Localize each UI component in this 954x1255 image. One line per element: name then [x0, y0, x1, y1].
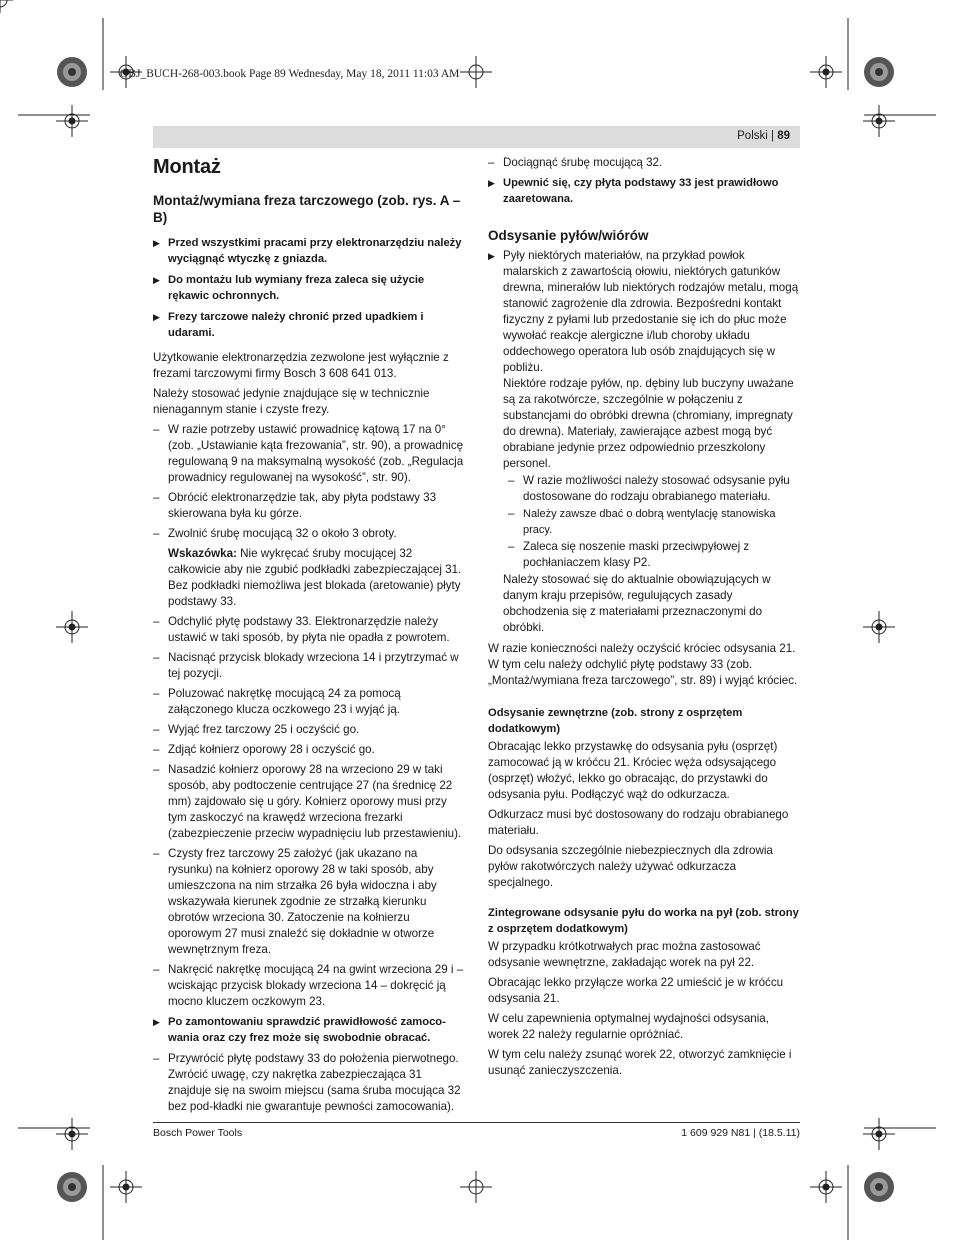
- step-text: Nakręcić nakrętkę mocującą 24 na gwint wrzeciona 29 i – wciskając przycisk blokady wrzeciona 14 – dokręcić ją mocno kluczem oczkowym 23.: [168, 963, 464, 1008]
- page-title: Montaż: [153, 156, 221, 178]
- triangle-bullet-icon: ▶: [488, 178, 495, 188]
- warning-item: [153, 309, 465, 341]
- step-item: – Przywrócić płytę podstawy 33 do położenia pierwotnego. Zwrócić uwagę, czy nakrętka zabezpieczająca 31 znajduje się na swoim miejscu (sama śruba mocująca 32 bez pod-kładki nie gwarantuje pewności zamocowania).: [153, 1051, 465, 1115]
- subsection-title: Zintegrowane odsysanie pyłu do worka na pył (zob. strony z osprzętem dodatkowym): [488, 907, 799, 935]
- step-item: – Odchylić płytę podstawy 33. Elektronarzędzie należy ustawić w taki sposób, by płyta nie opadła z powrotem.: [153, 614, 465, 646]
- step-item: – Obrócić elektronarzędzie tak, aby płyta podstawy 33 skierowana była ku górze.: [153, 490, 465, 522]
- header-language: Polski: [737, 130, 768, 142]
- section-title: Odsysanie pyłów/wiórów: [488, 228, 649, 243]
- step-item: – Poluzować nakrętkę mocującą 24 za pomocą załączonego klucza oczkowego 23 i wyjąć ją.: [153, 686, 465, 718]
- warning-item: [153, 272, 465, 304]
- footer-doc-number: 1 609 929 N81 | (18.5.11): [681, 1127, 800, 1139]
- paragraph: Należy stosować się do aktualnie obowiązujących w danym kraju przepisów, regulujących zasady obchodzenia się z materiałami przeznaczonymi do obróbki.: [503, 573, 771, 634]
- step-item: – Wyjąć frez tarczowy 25 i oczyścić go.: [153, 723, 360, 736]
- dash-text: W razie możliwości należy stosować odsysanie pyłu dostosowane do rodzaju obrabianego materiału.: [523, 474, 790, 503]
- footer-rule: [153, 1122, 800, 1123]
- step-item: – Dociągnąć śrubę mocującą 32.: [488, 156, 663, 169]
- step-item: – Nakręcić nakrętkę mocującą 24 na gwint wrzeciona 29 i – wciskając przycisk blokady wrzeciona 14 – dokręcić ją mocno kluczem oczkowym 23.: [153, 963, 464, 1008]
- step-text: Wyjąć frez tarczowy 25 i oczyścić go.: [168, 723, 360, 736]
- dash-item: – Należy zawsze dbać o dobrą wentylację stanowiska pracy.: [488, 506, 800, 538]
- triangle-bullet-icon: ▶: [153, 312, 160, 322]
- triangle-bullet-icon: ▶: [153, 238, 160, 248]
- step-text: Nacisnąć przycisk blokady wrzeciona 14 i przytrzymać w tej pozycji.: [168, 651, 459, 680]
- step-text: Nasadzić kołnierz oporowy 28 na wrzeciono 29 w taki sposób, aby podtoczenie centrujące 27 (na średnicę 22 mm) zajdowało się u góry. Kołnierz oporowy musi przy tym zaskoczyć na krawędź wrzeciona frezarki (zabezpieczenie przeciw wypadnięciu lub przestawieniu).: [168, 763, 462, 840]
- note-label: Wskazówka:: [168, 547, 237, 560]
- running-header: [737, 130, 790, 142]
- step-text: Zwolnić śrubę mocującą 32 o około 3 obroty.: [168, 527, 397, 540]
- paragraph: Niektóre rodzaje pyłów, np. dębiny lub buczyny uważane są za rakotwórcze, szczególnie w połączeniu z substancjami do obróbki drewna (chromiany, impregnaty do drewna). Materiały, zawierające azbest mogą być obrabiane jedynie przez odpowiednio przeszkolony personel.: [503, 377, 794, 470]
- paragraph: W tym celu należy zsunąć worek 22, otworzyć zamknięcie i usunąć zanieczyszczenia.: [488, 1048, 792, 1077]
- paragraph: Obracając lekko przyłącze worka 22 umieścić je w króćcu odsysania 21.: [488, 976, 784, 1005]
- warning-text: Przed wszystkimi pracami przy elektronarzędziu należy wyciągnąć wtyczkę z gniazda.: [168, 237, 462, 265]
- warning-text: Frezy tarczowe należy chronić przed upadkiem i udarami.: [168, 311, 424, 339]
- paragraph: Odkurzacz musi być dostosowany do rodzaju obrabianego materiału.: [488, 808, 789, 837]
- step-text: Czysty frez tarczowy 25 założyć (jak ukazano na rysunku) na kołnierz oporowy 28 w taki sposób, aby umieszczona na nim strzałka 26 była widoczna i aby wskazywała kierunek zgodnie ze strzałką kierunku obrotów wrzeciona 30. Zatoczenie na kołnierzu oporowym 27 musi znaleźć się dokładnie w otworze wewnętrznym freza.: [168, 847, 437, 956]
- warning-text: Do montażu lub wymiany freza zaleca się użycie rękawic ochronnych.: [168, 274, 425, 302]
- paragraph: W przypadku krótkotrwałych prac można zastosować odsysanie wewnętrzne, zakładając worek na pył 22.: [488, 940, 761, 969]
- header-bar: [153, 126, 800, 148]
- footer-brand: Bosch Power Tools: [153, 1127, 243, 1139]
- step-item: – Czysty frez tarczowy 25 założyć (jak ukazano na rysunku) na kołnierz oporowy 28 w taki sposób, aby umieszczona na nim strzałka 26 była widoczna i aby wskazywała kierunek zgodnie ze strzałką kierunku obrotów wrzeciona 30. Zatoczenie na kołnierzu oporowym 27 musi znaleźć się dokładnie w otworze wewnętrznym freza.: [153, 846, 465, 958]
- paragraph: Należy stosować jedynie znajdujące się w technicznie nienagannym stanie i czyste frezy.: [153, 387, 430, 416]
- dash-text: Należy zawsze dbać o dobrą wentylację stanowiska pracy.: [523, 508, 776, 536]
- paragraph: Użytkowanie elektronarzędzia zezwolone jest wyłącznie z frezami tarczowymi firmy Bosch 3 608 641 013.: [153, 351, 449, 380]
- step-text: W razie potrzeby ustawić prowadnicę kątową 17 na 0° (zob. „Ustawianie kąta frezowania”, str. 90), a prowadnicę regulowaną 9 na maksymalną wysokość (zob. „Regulacja prowadnicy regulowanej na wysokość”, str. 90).: [168, 423, 464, 484]
- warning-item: [488, 175, 800, 207]
- print-info: OBJ_BUCH-268-003.book Page 89 Wednesday, May 18, 2011 11:03 AM: [120, 68, 460, 80]
- triangle-bullet-icon: ▶: [488, 251, 495, 261]
- right-column: [488, 155, 800, 1083]
- warning-text: Upewnić się, czy płyta podstawy 33 jest prawidłowo zaaretowana.: [503, 177, 779, 205]
- step-text: Przywrócić płytę podstawy 33 do położenia pierwotnego. Zwrócić uwagę, czy nakrętka zabezpieczająca 31 znajduje się na swoim miejscu (sama śruba mocująca 32 bez pod-kładki nie gwarantuje pewności zamocowania).: [168, 1052, 461, 1113]
- step-item: – Zwolnić śrubę mocującą 32 o około 3 obroty.: [153, 527, 397, 540]
- dash-item: – Zaleca się noszenie maski przeciwpyłowej z pochłaniaczem klasy P2.: [488, 539, 800, 571]
- paragraph: W celu zapewnienia optymalnej wydajności odsysania, worek 22 należy regularnie opróżniać.: [488, 1012, 769, 1041]
- step-item: – W razie potrzeby ustawić prowadnicę kątową 17 na 0° (zob. „Ustawianie kąta frezowania”, str. 90), a prowadnicę regulowaną 9 na maksymalną wysokość (zob. „Regulacja prowadnicy regulowanej na wysokość”, str. 90).: [153, 423, 464, 484]
- dash-text: Zaleca się noszenie maski przeciwpyłowej z pochłaniaczem klasy P2.: [523, 540, 750, 569]
- warning-item: [153, 1014, 465, 1046]
- paragraph: W razie konieczności należy oczyścić króciec odsysania 21. W tym celu należy odchylić płytę podstawy 33 (zob. „Montaż/wymiana freza tarczowego”, str. 89) i wyjąć króciec.: [488, 642, 798, 687]
- dash-item: – W razie możliwości należy stosować odsysanie pyłu dostosowane do rodzaju obrabianego materiału.: [488, 473, 800, 505]
- triangle-bullet-icon: ▶: [153, 275, 160, 285]
- step-text: Zdjąć kołnierz oporowy 28 i oczyścić go.: [168, 743, 375, 756]
- page-number: 89: [777, 130, 790, 142]
- warning-item: [488, 248, 800, 376]
- step-text: Poluzować nakrętkę mocującą 24 za pomocą załączonego klucza oczkowego 23 i wyjąć ją.: [168, 687, 401, 716]
- note-text: Nie wykręcać śruby mocującej 32 całkowicie aby nie zgubić podkładki zabezpieczającej 31. Bez podkładki niemożliwa jest blokada (aretowanie) płyty podstawy 33.: [168, 547, 462, 608]
- step-item: – Nacisnąć przycisk blokady wrzeciona 14 i przytrzymać w tej pozycji.: [153, 650, 465, 682]
- step-item: – Nasadzić kołnierz oporowy 28 na wrzeciono 29 w taki sposób, aby podtoczenie centrujące 27 (na średnicę 22 mm) zajdowało się u góry. Kołnierz oporowy musi przy tym zaskoczyć na krawędź wrzeciona frezarki (zabezpieczenie przeciw wypadnięciu lub przestawieniu).: [153, 762, 465, 842]
- section-title: Montaż/wymiana freza tarczowego (zob. rys. A – B): [153, 193, 461, 225]
- triangle-bullet-icon: ▶: [153, 1017, 160, 1027]
- paragraph: Do odsysania szczególnie niebezpiecznych dla zdrowia pyłów rakotwórczych należy używać odkurzacza specjalnego.: [488, 844, 773, 889]
- step-text: Obrócić elektronarzędzie tak, aby płyta podstawy 33 skierowana była ku górze.: [168, 491, 437, 520]
- paragraph: Obracając lekko przystawkę do odsysania pyłu (osprzęt) zamocować ją w króćcu 21. Króciec węża odsysającego (osprzęt) włożyć, lekko go obracając, do przystawki do odsysania pyłu. Podłączyć wąż do odkurzacza.: [488, 740, 778, 801]
- header-separator: |: [767, 130, 778, 142]
- warning-text: Pyły niektórych materiałów, na przykład powłok malarskich z zawartością ołowiu, niektórych gatunków drewna, minerałów lub niektórych rodzajów metalu, mogą stanowić zagrożenie dla zdrowia. Bezpośredni kontakt fizyczny z pyłami lub przedostanie się ich do płuc może wywołać reakcje alergiczne i/lub choroby układu oddechowego operatora lub osób znajdujących się w pobliżu.: [503, 249, 799, 374]
- note: [153, 546, 465, 610]
- subsection-title: Odsysanie zewnętrzne (zob. strony z osprzętem dodatkowym): [488, 707, 743, 735]
- left-column: [153, 152, 465, 1119]
- step-text: Odchylić płytę podstawy 33. Elektronarzędzie należy ustawić w taki sposób, by płyta nie opadła z powrotem.: [168, 615, 450, 644]
- step-text: Dociągnąć śrubę mocującą 32.: [503, 156, 663, 169]
- warning-item: [153, 235, 465, 267]
- warning-text: Po zamontowaniu sprawdzić prawidłowość zamoco-wania oraz czy frez może się swobodnie obracać.: [168, 1016, 446, 1044]
- step-item: – Zdjąć kołnierz oporowy 28 i oczyścić go.: [153, 743, 375, 756]
